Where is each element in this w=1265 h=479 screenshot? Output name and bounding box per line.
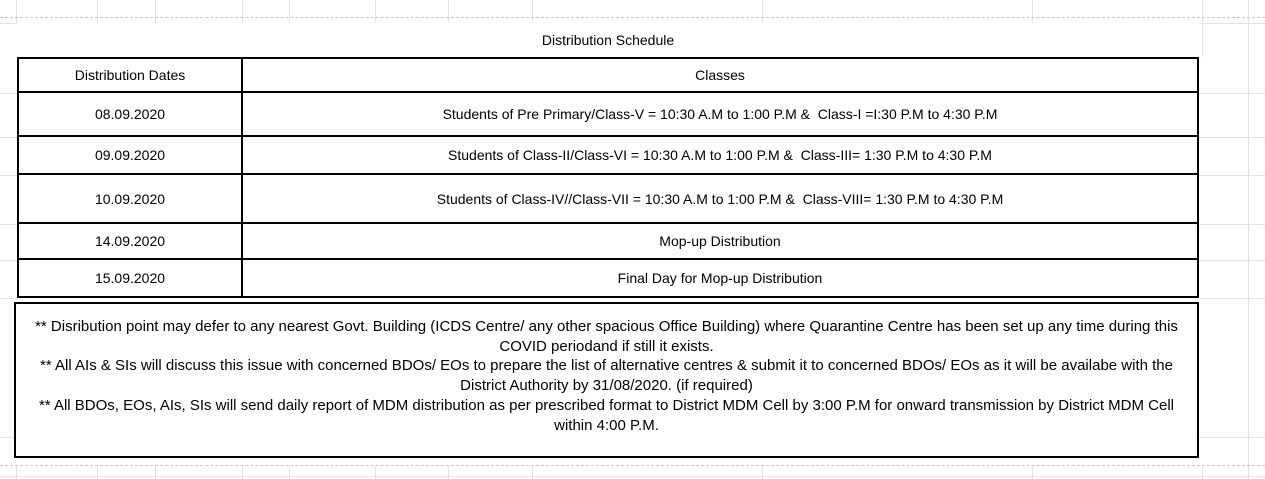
date-cell[interactable]: 08.09.2020 <box>19 93 243 135</box>
gridline <box>0 93 17 94</box>
date-cell[interactable]: 09.09.2020 <box>19 137 243 173</box>
gridline <box>0 298 17 299</box>
gridline <box>375 0 376 23</box>
date-cell[interactable]: 15.09.2020 <box>19 260 243 296</box>
gridline <box>0 260 17 261</box>
note-paragraph: ** All AIs & SIs will discuss this issue with concerned BDOs/ EOs to prepare the list of alternative centres & submit it to concerned BDOs/ EOs as it will be availabe with the District Authority by 31/08/2020. (if required) <box>40 357 1173 395</box>
gridline <box>1199 224 1265 225</box>
gridline <box>1199 137 1265 138</box>
gridline <box>289 0 290 23</box>
note-paragraph: ** All BDOs, EOs, AIs, SIs will send daily report of MDM distribution as per prescribed format to District MDM Cell by 3:00 P.M for onward transmission by District MDM Cell within 4:00 P.M. <box>38 396 1175 434</box>
gridline <box>0 17 1265 18</box>
gridline <box>1032 0 1033 23</box>
gridline <box>448 0 449 23</box>
table-row <box>19 260 1197 296</box>
gridline <box>1199 260 1265 261</box>
table-row <box>19 93 1197 137</box>
gridline <box>1248 0 1249 479</box>
gridline <box>0 465 1265 466</box>
gridline <box>16 0 17 23</box>
classes-cell[interactable]: Students of Class-IV//Class-VII = 10:30 A.M to 1:00 P.M & Class-VIII= 1:30 P.M to 4:30 P.M <box>436 190 1004 207</box>
notes-cell[interactable] <box>14 302 1199 458</box>
note-paragraph: ** Disribution point may defer to any nearest Govt. Building (ICDS Centre/ any other spacious Office Building) where Quarantine Centre has been set up any time during this COVID periodand if still it exists. <box>35 318 1178 355</box>
gridline <box>1202 0 1203 57</box>
table-header-row <box>19 59 1197 93</box>
gridline <box>1199 298 1265 299</box>
gridline <box>0 224 17 225</box>
gridline <box>0 476 1265 477</box>
table-row <box>19 137 1197 175</box>
table-title-cell[interactable] <box>17 23 1199 57</box>
date-cell[interactable]: 10.09.2020 <box>19 175 243 222</box>
classes-cell[interactable]: Students of Pre Primary/Class-V = 10:30 A.M to 1:00 P.M & Class-I =I:30 P.M to 4:30 P.M <box>442 106 998 122</box>
gridline <box>1199 437 1265 438</box>
header-cell-dates[interactable]: Distribution Dates <box>19 59 243 91</box>
table-row <box>19 224 1197 260</box>
table-title: Distribution Schedule <box>541 32 675 48</box>
distribution-schedule-table <box>17 57 1199 298</box>
classes-cell[interactable]: Students of Class-II/Class-VI = 10:30 A.M to 1:00 P.M & Class-III= 1:30 P.M to 4:30 P.M <box>448 147 992 163</box>
date-cell[interactable]: 14.09.2020 <box>19 224 243 258</box>
table-row <box>19 175 1197 224</box>
gridline <box>1199 175 1265 176</box>
gridline <box>0 137 17 138</box>
gridline <box>1199 93 1265 94</box>
gridline <box>762 0 763 23</box>
gridline <box>242 0 243 23</box>
classes-cell[interactable]: Mop-up Distribution <box>659 233 781 249</box>
header-cell-classes[interactable]: Classes <box>695 67 745 83</box>
gridline <box>0 175 17 176</box>
classes-cell[interactable]: Final Day for Mop-up Distribution <box>617 270 823 286</box>
gridline <box>532 0 533 23</box>
gridline <box>155 0 156 23</box>
gridline <box>97 0 98 23</box>
